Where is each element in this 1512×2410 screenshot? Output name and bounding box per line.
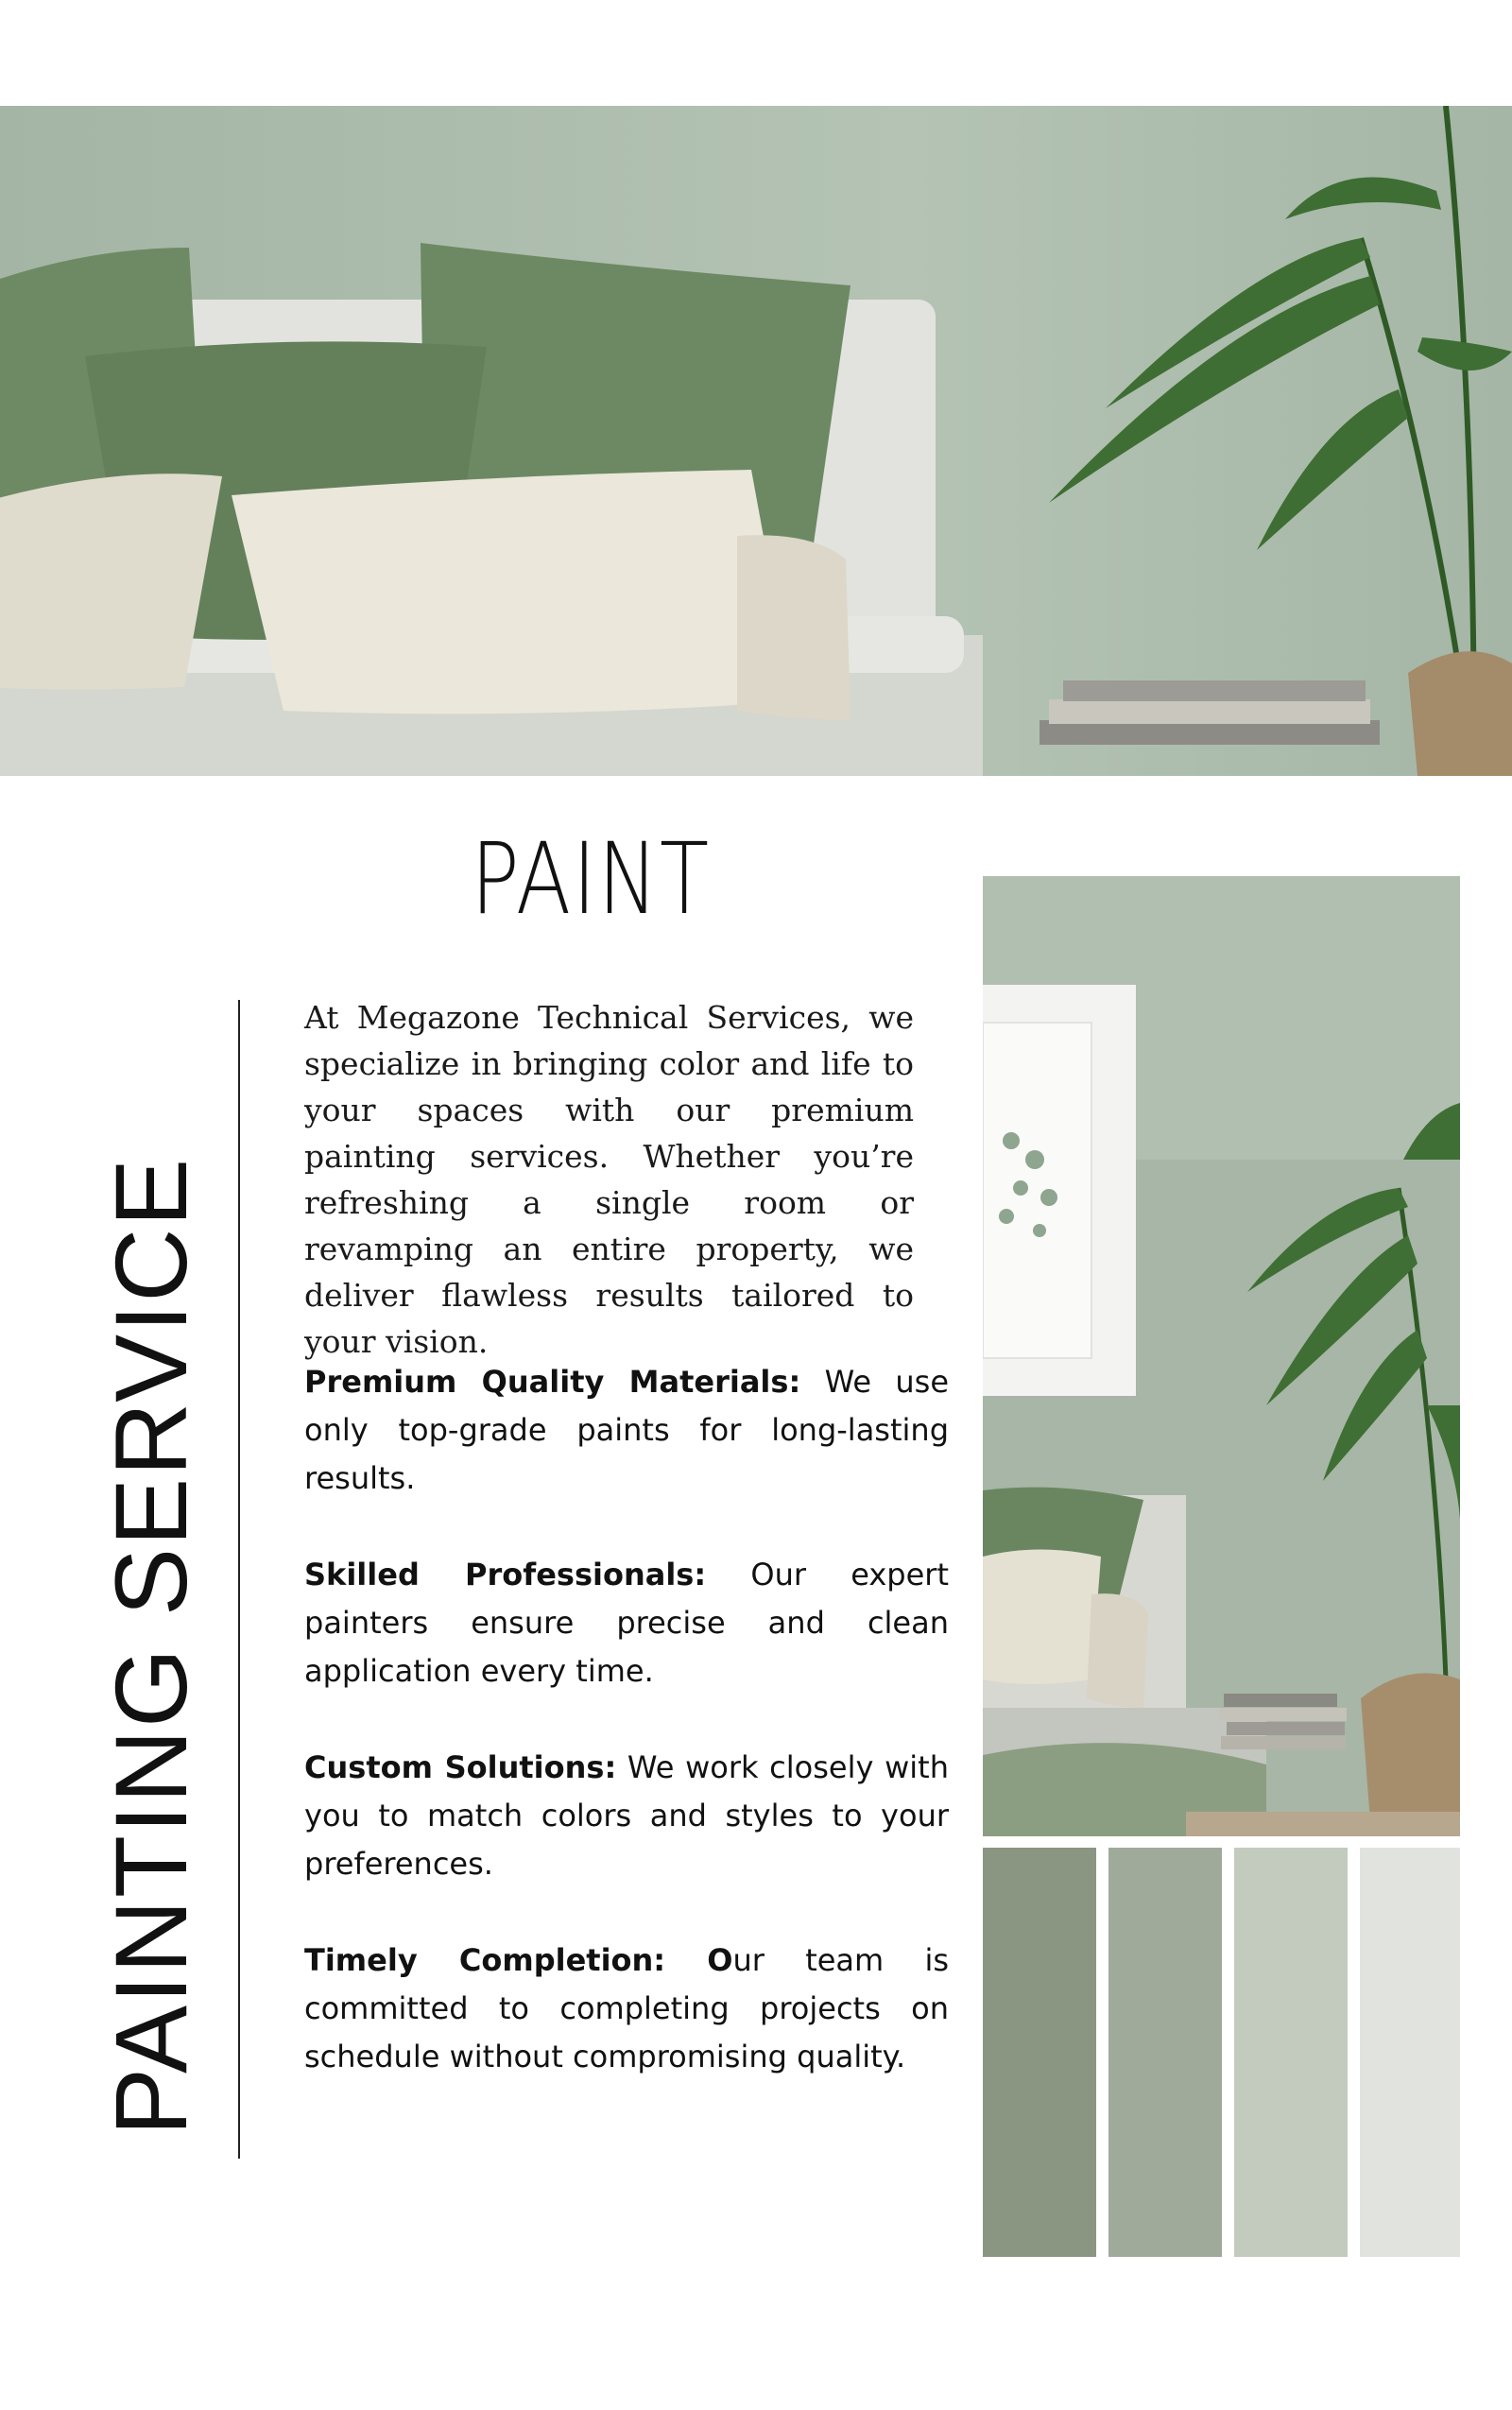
color-swatch-sage-dark: [983, 1848, 1096, 2257]
intro-paragraph: At Megazone Technical Services, we specialize in bringing color and life to your spaces with our premium painting services. Whether you’re refreshing a single room or revamping an entire property, we deliver flawless results tailored to your vision.: [304, 999, 914, 1360]
interior-room-photo: [983, 876, 1460, 1836]
feature-text: We work closely with you to match colors and styles to your preferences.: [304, 1749, 950, 1882]
feature-text: ur team is committed to completing projects on schedule without compromising quality.: [304, 1942, 950, 2074]
page-title: PAINT: [471, 821, 711, 937]
feature-heading: Custom Solutions:: [304, 1749, 617, 1785]
feature-premium-materials: [304, 1358, 949, 1503]
feature-text: We use only top-grade paints for long-lasting results.: [304, 1364, 950, 1496]
hero-bedroom-photo: [0, 106, 1512, 776]
feature-custom-solutions: [304, 1744, 949, 1888]
color-swatch-sage-medium: [1108, 1848, 1222, 2257]
feature-heading: Skilled Professionals:: [304, 1557, 707, 1592]
vertical-section-title: PAINTING SERVICE: [94, 1156, 208, 2136]
color-swatch-off-white: [1360, 1848, 1460, 2257]
vertical-divider: [238, 1000, 240, 2159]
color-swatch-sage-light: [1234, 1848, 1348, 2257]
feature-timely-completion: [304, 1937, 949, 2081]
feature-heading: Premium Quality Materials:: [304, 1364, 801, 1400]
feature-skilled-professionals: [304, 1551, 949, 1696]
feature-heading: Timely Completion: O: [304, 1942, 733, 1978]
feature-text: Our expert painters ensure precise and clean application every time.: [304, 1557, 950, 1689]
